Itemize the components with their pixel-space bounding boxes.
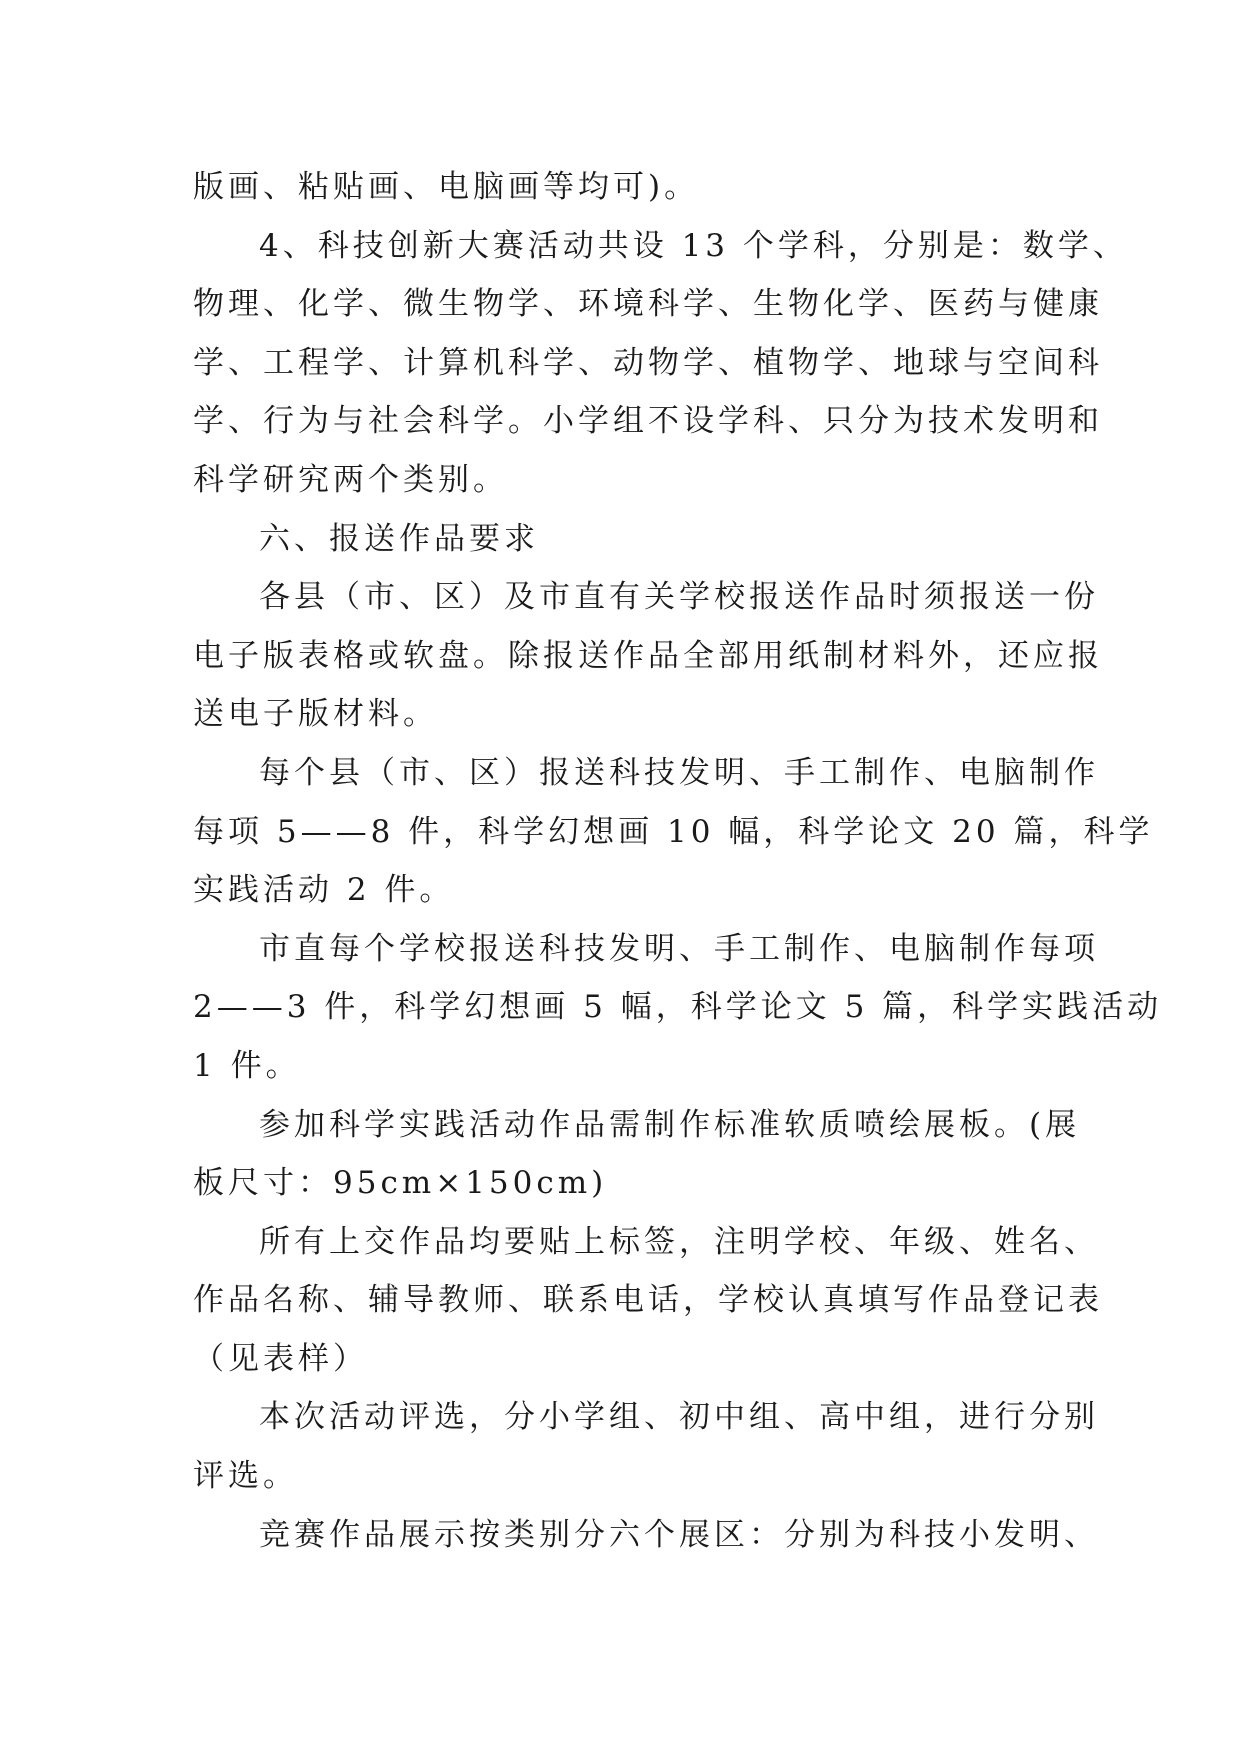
text-line: 作品名称、辅导教师、联系电话，学校认真填写作品登记表 xyxy=(193,1282,1103,1319)
text-line: 1 件。 xyxy=(193,1047,301,1084)
text-line: 竞赛作品展示按类别分六个展区：分别为科技小发明、 xyxy=(259,1516,1099,1553)
text-line: 送电子版材料。 xyxy=(193,696,438,733)
text-line: 参加科学实践活动作品需制作标准软质喷绘展板。(展 xyxy=(259,1106,1081,1143)
text-line: 每个县（市、区）报送科技发明、手工制作、电脑制作 xyxy=(259,754,1099,791)
section-heading: 六、报送作品要求 xyxy=(259,520,539,557)
text-line: 学、行为与社会科学。小学组不设学科、只分为技术发明和 xyxy=(193,403,1103,440)
text-line: 市直每个学校报送科技发明、手工制作、电脑制作每项 xyxy=(259,930,1099,967)
text-line: 每项 5——8 件，科学幻想画 10 幅，科学论文 20 篇，科学 xyxy=(193,813,1154,850)
text-line: 电子版表格或软盘。除报送作品全部用纸制材料外，还应报 xyxy=(193,637,1103,674)
text-line: 学、工程学、计算机科学、动物学、植物学、地球与空间科 xyxy=(193,344,1103,381)
text-line: （见表样） xyxy=(193,1340,368,1377)
text-line: 本次活动评选，分小学组、初中组、高中组，进行分别 xyxy=(259,1399,1099,1436)
text-line: 所有上交作品均要贴上标签，注明学校、年级、姓名、 xyxy=(259,1223,1099,1260)
text-line: 各县（市、区）及市直有关学校报送作品时须报送一份 xyxy=(259,579,1099,616)
text-line: 物理、化学、微生物学、环境科学、生物化学、医药与健康 xyxy=(193,286,1103,323)
text-line: 2——3 件，科学幻想画 5 幅，科学论文 5 篇，科学实践活动 xyxy=(193,989,1163,1026)
text-line: 4、科技创新大赛活动共设 13 个学科，分别是：数学、 xyxy=(259,227,1128,264)
document-body xyxy=(193,158,1163,1564)
text-line: 版画、粘贴画、电脑画等均可)。 xyxy=(193,169,700,205)
text-line: 板尺寸：95cm×150cm) xyxy=(193,1165,608,1202)
text-line: 评选。 xyxy=(193,1458,298,1495)
text-line: 科学研究两个类别。 xyxy=(193,461,508,498)
text-line: 实践活动 2 件。 xyxy=(193,872,455,909)
